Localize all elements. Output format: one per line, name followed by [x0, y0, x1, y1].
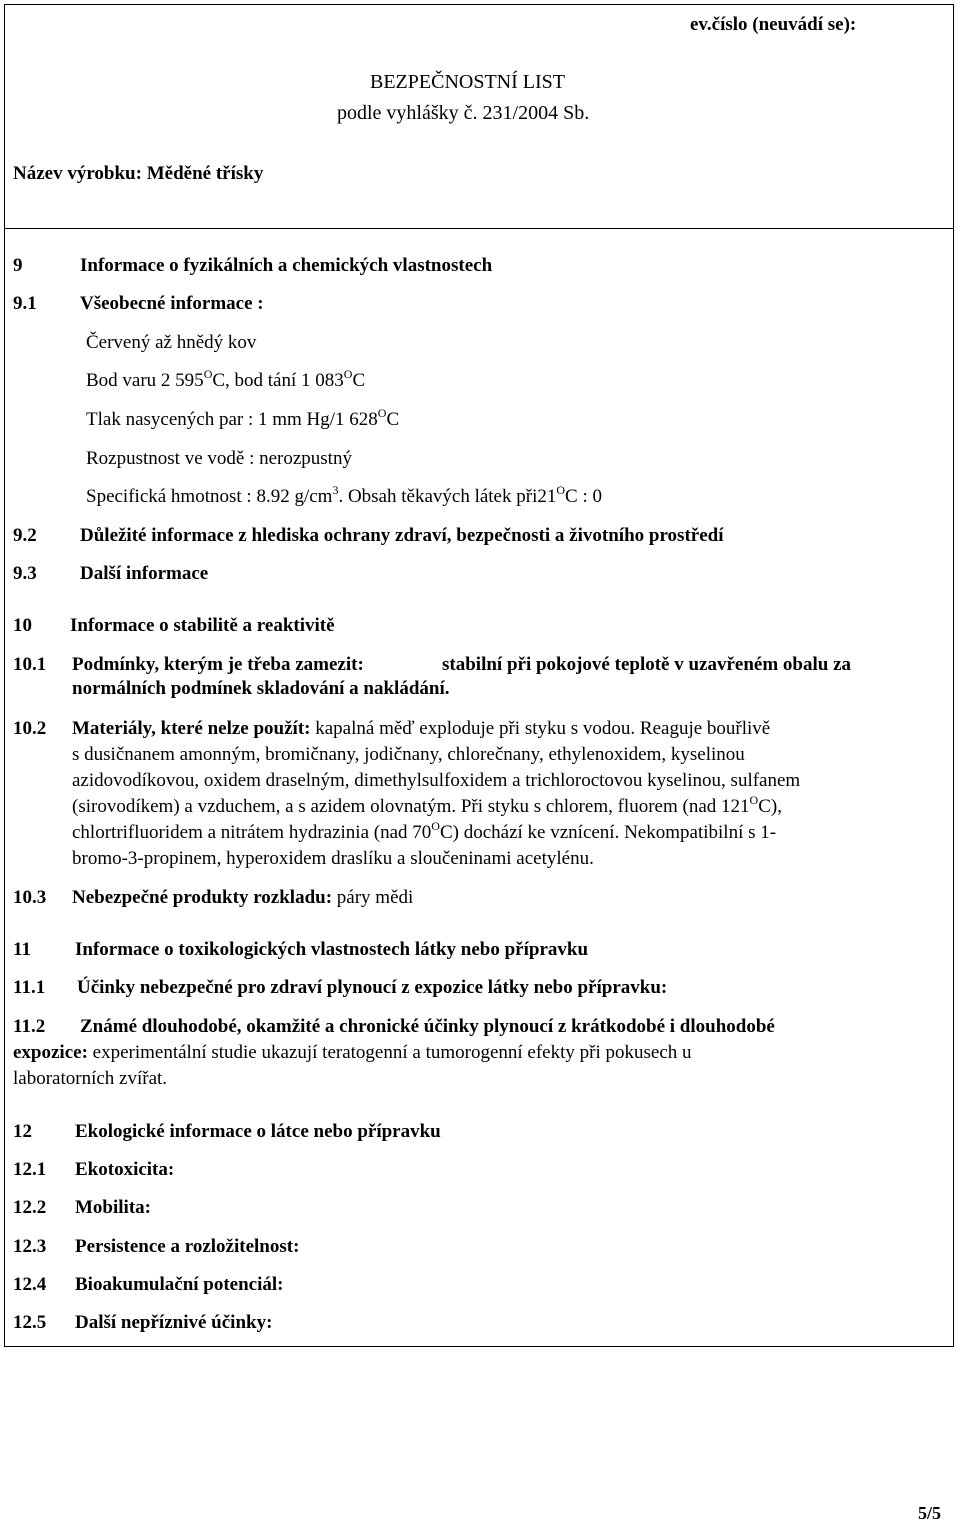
section-10-3-number: 10.3: [13, 887, 47, 908]
document-title: BEZPEČNOSTNÍ LIST: [370, 71, 565, 93]
section-9-3-heading: Další informace: [80, 563, 209, 584]
section-11-number: 11: [13, 939, 31, 960]
page-number: 5/5: [918, 1503, 942, 1523]
section-11-1-heading: Účinky nebezpečné pro zdraví plynoucí z expozice látky nebo přípravku:: [77, 977, 668, 998]
property-vapor-pressure: Tlak nasycených par : 1 mm Hg/1 $628^OC$: [86, 406, 400, 430]
section-10-heading: Informace o stabilitě a reaktivitě: [70, 615, 335, 636]
section-10-2-line-4: (sirovodíkem) a vzduchem, a s azidem olovnatým. Při styku s chlorem, fluorem (nad $121^OC$),: [72, 793, 782, 817]
property-density: Specifická hmotnost : 8.92 $g/cm^3$. Obsah těkavých látek $při21^OC$ : 0: [86, 483, 602, 507]
section-10-number: 10: [13, 615, 32, 636]
section-12-1-number: 12.1: [13, 1159, 47, 1180]
section-12-heading: Ekologické informace o látce nebo přípravku: [75, 1121, 441, 1142]
section-11-2-heading: Známé dlouhodobé, okamžité a chronické účinky plynoucí z krátkodobé i dlouhodobé: [80, 1016, 775, 1037]
section-9-1-heading: Všeobecné informace :: [80, 293, 264, 314]
section-10-2-number: 10.2: [13, 718, 47, 739]
section-12-2-label: Mobilita:: [75, 1197, 151, 1218]
section-11-1-number: 11.1: [13, 977, 46, 998]
section-10-2-line-5: chlortrifluoridem a nitrátem hydrazinia (nad $70^OC$) dochází ke vznícení. Nekompatibilní s 1-: [72, 819, 777, 843]
document-number-label: ev.číslo (neuvádí se):: [690, 14, 857, 35]
product-name: Název výrobku: Měděné třísky: [13, 163, 264, 184]
section-9-3-number: 9.3: [13, 563, 37, 584]
section-10-3-line: Nebezpečné produkty rozkladu: páry mědi: [72, 887, 414, 908]
property-color: Červený až hnědý kov: [86, 332, 257, 353]
section-12-number: 12: [13, 1121, 32, 1142]
section-10-1-number: 10.1: [13, 654, 47, 675]
section-10-1-text-1: stabilní při pokojové teplotě v uzavřeném obalu za: [442, 654, 852, 675]
section-10-2-line-6: bromo-3-propinem, hyperoxidem draslíku a sloučeninami acetylénu.: [72, 848, 594, 869]
section-12-5-number: 12.5: [13, 1312, 47, 1333]
section-12-5-label: Další nepříznivé účinky:: [75, 1312, 273, 1333]
section-12-3-number: 12.3: [13, 1236, 47, 1257]
section-9-1-number: 9.1: [13, 293, 37, 314]
section-11-2-line-3: laboratorních zvířat.: [13, 1068, 168, 1089]
section-9-number: 9: [13, 255, 23, 276]
section-10-1-text-2: normálních podmínek skladování a nakládání.: [72, 678, 450, 699]
section-11-2-number: 11.2: [13, 1016, 46, 1037]
section-11-heading: Informace o toxikologických vlastnostech látky nebo přípravku: [75, 939, 589, 960]
section-10-2-line-2: s dusičnanem amonným, bromičnany, jodičnany, chlorečnany, ethylenoxidem, kyselinou: [72, 744, 745, 765]
section-12-3-label: Persistence a rozložitelnost:: [75, 1236, 300, 1257]
section-10-2-line-1: Materiály, které nelze použít: kapalná měď exploduje při styku s vodou. Reaguje bouřlivě: [72, 718, 771, 739]
header-divider: [4, 228, 954, 229]
section-9-2-number: 9.2: [13, 525, 37, 546]
section-10-1-heading: Podmínky, kterým je třeba zamezit:: [72, 654, 364, 675]
section-11-2-line-2: expozice: experimentální studie ukazují teratogenní a tumorogenní efekty při pokusech u: [13, 1042, 692, 1063]
section-9-heading: Informace o fyzikálních a chemických vlastnostech: [80, 255, 493, 276]
section-12-4-number: 12.4: [13, 1274, 47, 1295]
section-10-2-line-3: azidovodíkovou, oxidem draselným, dimethylsulfoxidem a trichloroctovou kyselinou, sulfanem: [72, 770, 801, 791]
document-subtitle: podle vyhlášky č. 231/2004 Sb.: [337, 102, 590, 124]
section-12-2-number: 12.2: [13, 1197, 47, 1218]
section-12-4-label: Bioakumulační potenciál:: [75, 1274, 284, 1295]
section-9-2-heading: Důležité informace z hlediska ochrany zdraví, bezpečnosti a životního prostředí: [80, 525, 724, 546]
section-12-1-label: Ekotoxicita:: [75, 1159, 175, 1180]
property-solubility: Rozpustnost ve vodě : nerozpustný: [86, 448, 352, 469]
property-boiling-melting: Bod varu 2 $595^OC$, bod tání 1 $083^OC$: [86, 367, 366, 391]
